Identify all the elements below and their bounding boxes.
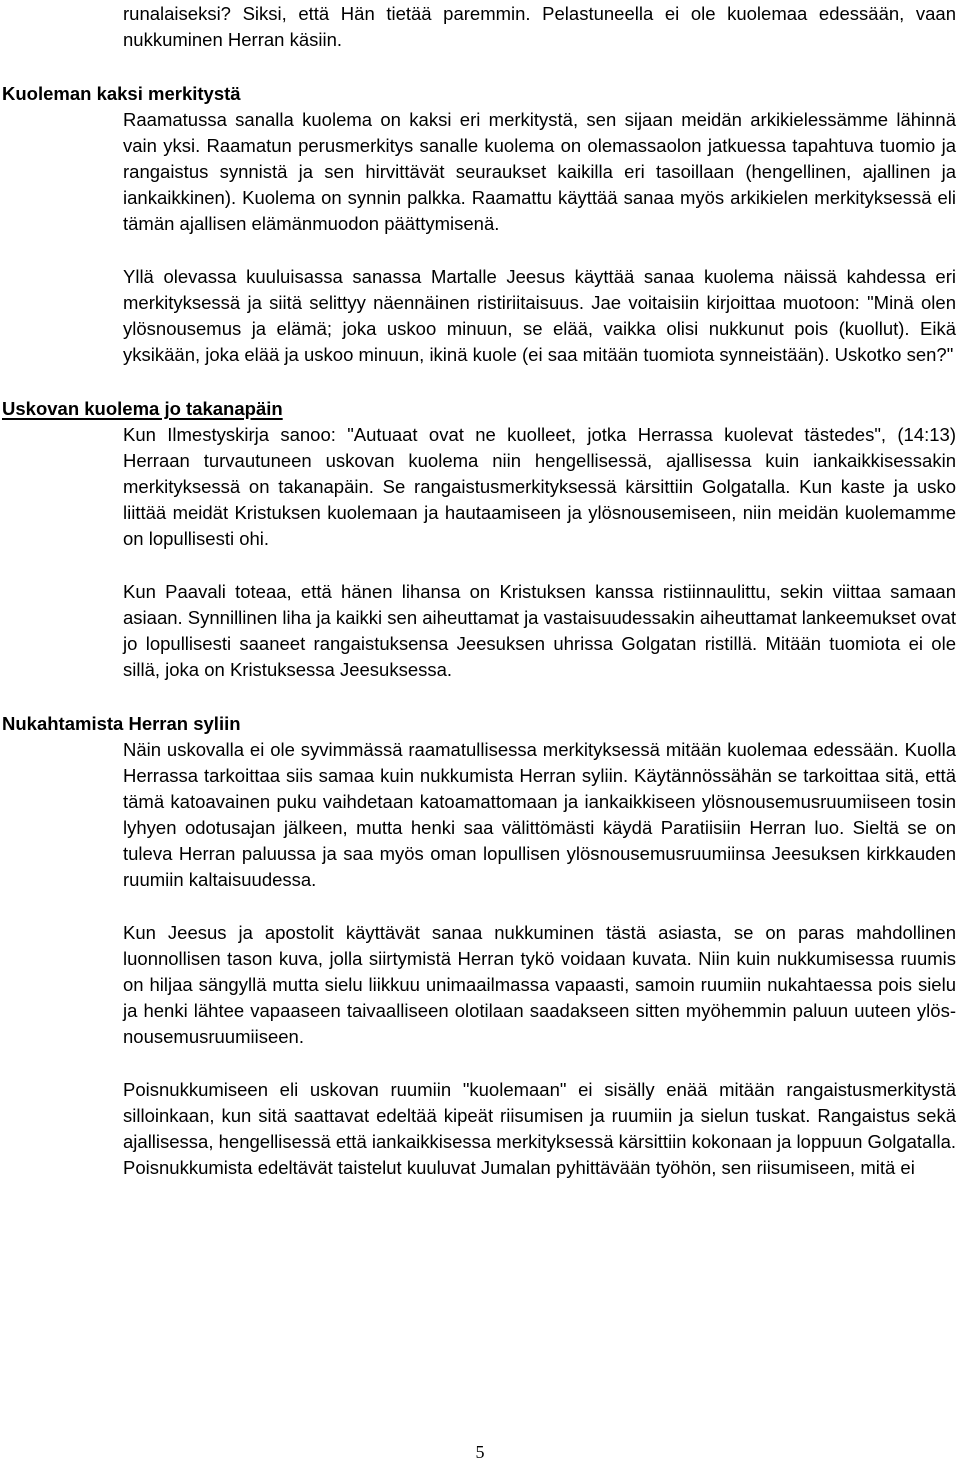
section-heading: Kuoleman kaksi merkitystä (2, 83, 241, 104)
body-paragraph: Poisnukkumiseen eli uskovan ruumiin "kuolemaan" ei sisälly enää mitään rangaistusmerkitystä silloinkaan, kun sitä saattavat edeltää kipeät riisumisen ja ruumiin ja sielun tuskat. Rangaistus sekä ajallisessa, hengellisessä että iankaikkisessa merkityksessä kärsittiin kokonaan ja loppuun Golgatalla. Poisnukkumista edeltävät taistelut kuuluvat Jumalan pyhittävään työhön, sen riisumiseen, mitä ei (123, 1079, 956, 1178)
intro-paragraph: runalaiseksi? Siksi, että Hän tietää paremmin. Pelastuneella ei ole kuolemaa edessään, vaan nukkuminen Herran käsiin. (123, 3, 956, 50)
section-heading: Uskovan kuolema jo takanapäin (2, 398, 283, 419)
body-paragraph: Kun Ilmestyskirja sanoo: "Autuaat ovat ne kuolleet, jotka Herrassa kuolevat tästedes", (14:13) Herraan turvautuneen uskovan kuolema niin hengellisessä, ajallisessa kuin iankaikkisessakin merkityksessä on takanapäin. Se rangaistusmerkityksessä kärsittiin Golgatalla. Kun kaste ja usko liittää meidät Kristuksen kuolemaan ja hautaamiseen ja ylösnousemiseen, niin meidän kuolemamme on lopullisesti ohi. (123, 424, 956, 549)
section-nukahtamista (0, 711, 960, 1181)
body-paragraph: Yllä olevassa kuuluisassa sanassa Martalle Jeesus käyttää sanaa kuolema näissä kahdessa eri merkityksessä ja siitä selittyy näennäinen ristiriitaisuus. Jae voitaisiin kirjoittaa muotoon: "Minä olen ylösnousemus ja elämä; joka uskoo minuun, se elää, vaikka olisi nukkunut pois (kuollut). Eikä yksikään, joka elää ja uskoo minuun, ikinä kuole (ei saa mitään tuomiota synneistään). Uskotko sen?" (123, 266, 956, 365)
section-heading: Nukahtamista Herran syliin (2, 713, 241, 734)
body-paragraph: Näin uskovalla ei ole syvimmässä raamatullisessa merkityksessä mitään kuolemaa edessään. Kuolla Herrassa tarkoittaa siis samaa kuin nukkumista Herran syliin. Käytännössähän se tarkoittaa sitä, että tämä katoavainen puku vaihdetaan katoamattomaan ja iankaikkiseen ylösnousemusruumiiseen tosin lyhyen odotusajan jälkeen, mutta henki saa välittömästi käydä Paratiisiin Herran luo. Sieltä se on tuleva Herran paluussa ja saa myös oman lopullisen ylösnousemusruumiinsa Jeesuksen kirkkauden ruumiin kaltaisuudessa. (123, 739, 956, 890)
section-kuoleman-kaksi-merkitysta (0, 81, 960, 368)
section-uskovan-kuolema (0, 396, 960, 683)
body-paragraph: Raamatussa sanalla kuolema on kaksi eri merkitystä, sen sijaan meidän arkikielessämme lähinnä vain yksi. Raamatun perusmerkitys sanalle kuolema on olemassaolon jatkuessa tapahtuva tuomio ja rangaistus synnistä ja sen hirvittävät seuraukset kaikilla eri tasoillaan (hengellinen, ajallinen ja iankaikkinen). Kuolema on synnin palkka. Raamattu käyttää sanaa myös arkikielen merkityksessä eli tämän ajallisen elämänmuodon päättymisenä. (123, 109, 956, 234)
body-paragraph: Kun Jeesus ja apostolit käyttävät sanaa nukkuminen tästä asiasta, se on paras mahdollinen luonnollisen tason kuva, jolla siirtymistä Herran tykö voidaan kuvata. Niin kuin nukkumisessa ruumis on hiljaa sängyllä mutta sielu liikkuu unimaailmassa vapaasti, samoin ruumiin nukahtaessa pois sielu ja henki lähtee vapaaseen taivaalliseen olotilaan saadakseen sitten myöhemmin paluun uuteen ylösnousemusruumiiseen. (123, 922, 956, 1047)
body-paragraph: Kun Paavali toteaa, että hänen lihansa on Kristuksen kanssa ristiinnaulittu, sekin viittaa samaan asiaan. Synnillinen liha ja kaikki sen aiheuttamat ja vastaisuudessakin aiheuttamat lankeemukset ovat jo lopullisesti saaneet rangaistuksensa Jeesuksen uhrissa Golgatan ristillä. Mitään tuomiota ei ole sillä, joka on Kristuksessa Jeesuksessa. (123, 581, 956, 680)
page-number: 5 (475, 1442, 485, 1462)
